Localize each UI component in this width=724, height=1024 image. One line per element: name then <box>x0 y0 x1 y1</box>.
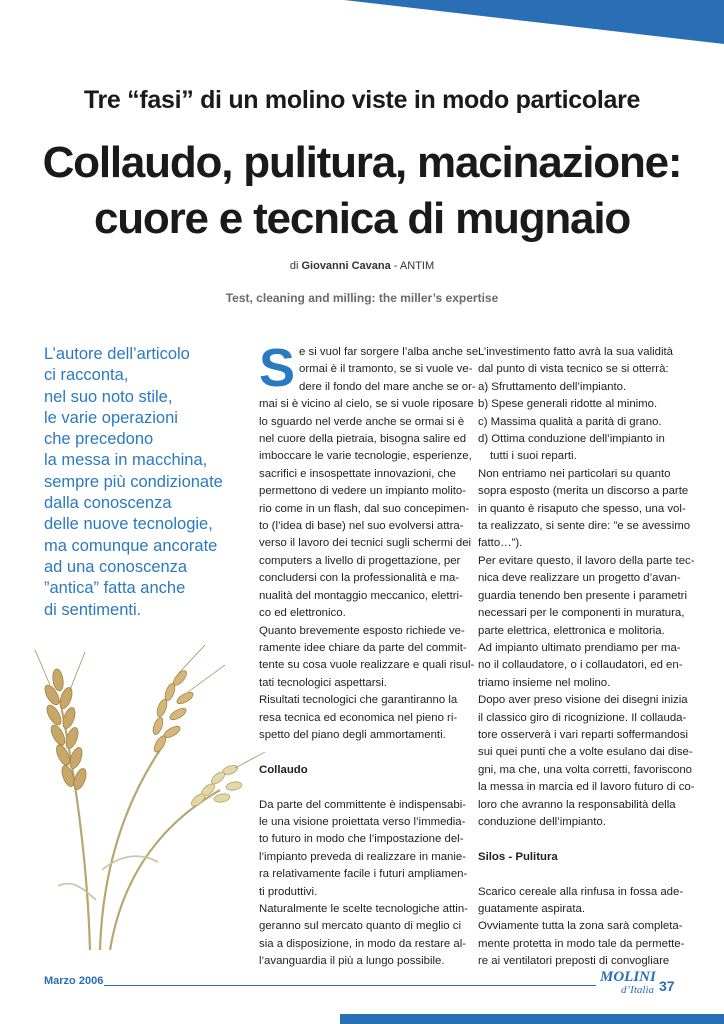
text-line: il classico giro di ricognizione. Il collauda- <box>478 711 687 724</box>
text-line: rio come in un flash, dal suo concepimen- <box>259 502 470 515</box>
text-line: parte elettrica, elettronica e molitoria. <box>478 624 665 637</box>
text-line: Per evitare questo, il lavoro della parte tec- <box>478 554 695 567</box>
text-line: tente su cosa vuole realizzare e quali risul- <box>259 659 475 672</box>
text-line: d) Ottima conduzione dell’impianto in <box>478 433 665 446</box>
pull-quote-line: ci racconta, <box>44 366 129 385</box>
text-line: conduzione dell’impianto. <box>478 815 606 828</box>
column-right <box>478 344 695 971</box>
text-line: fatto…”). <box>478 537 523 550</box>
text-line: Ovviamente tutta la zona sarà completa- <box>478 920 683 933</box>
body-paragraphs-3 <box>478 344 679 448</box>
pull-quote-line: dalla conoscenza <box>44 494 172 513</box>
pull-quote <box>44 344 244 621</box>
text-line: a) Sfruttamento dell’impianto. <box>478 380 627 393</box>
text-line: mente protetta in modo tale da permette- <box>478 937 685 950</box>
text-line: b) Spese generali ridotte al minimo. <box>478 398 658 411</box>
logo-sub-text: d’Italia <box>621 984 654 996</box>
pull-quote-line: ad una conoscenza <box>44 557 188 576</box>
article-kicker: Tre “fasi” di un molino viste in modo particolare <box>83 86 641 114</box>
author-affiliation: - ANTIM <box>390 260 435 272</box>
text-line: necessari per le componenti in muratura, <box>478 607 685 620</box>
author-name: Giovanni Cavana <box>301 260 391 272</box>
text-line: Non entriamo nei particolari su quanto <box>478 467 671 480</box>
pull-quote-line: ”antica” fatta anche <box>44 579 186 598</box>
text-line: c) Massima qualità a parità di grano. <box>478 415 662 428</box>
text-line: Da parte del committente è indispensabi- <box>259 798 467 811</box>
text-line: Risultati tecnologici che garantiranno la <box>259 694 458 707</box>
text-line: la messa in marcia ed il lavoro futuro di co- <box>478 781 695 794</box>
text-line: e si vuol far sorgere l’alba anche se <box>299 346 479 358</box>
list-continuation: tutti i suoi reparti. <box>490 450 577 463</box>
text-line: l’impianto preveda di realizzare in manie- <box>259 850 467 863</box>
text-line: loro che avranno la responsabilità della <box>478 798 676 811</box>
text-line: re ai ventilatori preposti di convogliare <box>478 955 670 968</box>
wheat-illustration <box>30 640 270 950</box>
text-line: geranno sul mercato quanto di meglio ci <box>259 920 461 933</box>
text-line: in quanto è risaputo che spesso, una vol- <box>478 502 686 515</box>
text-line: imboccare le varie tecnologie, esperienze, <box>259 450 472 463</box>
text-line: sacrifici e insospettate innovazioni, che <box>259 467 456 480</box>
text-line: dal punto di vista tecnico se si otterrà: <box>478 363 669 376</box>
pull-quote-line: L’autore dell’articolo <box>44 345 190 363</box>
body-paragraphs-1 <box>259 396 475 744</box>
text-line: nel cuore della pietraia, bisogna salire ed <box>259 433 467 446</box>
pull-quote-line: sempre più condizionate <box>44 472 223 491</box>
text-line: to futuro in modo che l’impostazione del- <box>259 833 464 846</box>
column-middle <box>259 338 479 971</box>
text-line: permettono di vedere un impianto molito- <box>259 485 467 498</box>
text-line: Naturalmente le scelte tecnologiche attin- <box>259 902 468 915</box>
body-paragraphs-5 <box>478 884 685 971</box>
text-line: nica deve realizzare un progetto d’avan- <box>478 572 681 585</box>
text-line: Ad impianto ultimato prendiamo per ma- <box>478 641 681 654</box>
text-line: sia a disposizione, in modo da restare al- <box>259 937 467 950</box>
drop-cap: S <box>259 338 296 398</box>
pull-quote-line: le varie operazioni <box>44 408 178 427</box>
magazine-logo <box>600 970 654 996</box>
text-line: guardia tenendo ben presente i parametri <box>478 589 687 602</box>
text-line: tore osserverà i vari reparti soffermandosi <box>478 728 688 741</box>
text-line: resa tecnica ed economica nel pieno ri- <box>259 711 458 724</box>
pull-quote-line: nel suo noto stile, <box>44 387 173 406</box>
text-line: Quanto brevemente esposto richiede ve- <box>259 624 465 637</box>
heading-silos-pulitura: Silos - Pulitura <box>478 850 558 863</box>
text-line: l’avanguardia il più a lungo possibile. <box>259 955 445 968</box>
text-line: co ed elettronico. <box>259 607 346 620</box>
text-line: L’investimento fatto avrà la sua validità <box>478 346 674 358</box>
text-line: lo sguardo nel verde anche se ormai si è <box>259 415 465 428</box>
issue-date: Marzo 2006 <box>44 975 104 987</box>
text-line: mai si è vicino al cielo, se si vuole riposare <box>259 398 474 411</box>
byline-prefix: di <box>289 260 302 272</box>
text-line: gni, ma che, una volta corretti, favoriscono <box>478 763 692 776</box>
pull-quote-line: di sentimenti. <box>44 600 142 619</box>
text-line: Scarico cereale alla rinfusa in fossa ade- <box>478 885 684 898</box>
text-line: verso il lavoro dei tecnici sugli schermi dei <box>259 537 472 550</box>
english-subtitle: Test, cleaning and milling: the miller’s expertise <box>225 291 499 305</box>
article-title <box>0 135 724 247</box>
text-line: dere il fondo del mare anche se or- <box>299 380 476 393</box>
text-line: sopra esposto (merita un discorso a parte <box>478 485 689 498</box>
pull-quote-line: che precedono <box>44 430 154 449</box>
text-line: ti produttivi. <box>259 885 318 898</box>
page-number: 37 <box>659 978 675 994</box>
pull-quote-line: delle nuove tecnologie, <box>44 515 213 534</box>
text-line: ta realizzato, si sente dire: ”e se avessimo <box>478 520 691 533</box>
text-line: triamo insieme nel molino. <box>478 676 611 689</box>
title-line-2: cuore e tecnica di mugnaio <box>93 194 631 243</box>
text-line: nualità del montaggio meccanico, elettri- <box>259 589 463 602</box>
title-line-1: Collaudo, pulitura, macinazione: <box>42 138 682 187</box>
heading-collaudo: Collaudo <box>259 763 308 776</box>
pull-quote-line: la messa in macchina, <box>44 451 208 470</box>
text-line: guatamente aspirata. <box>478 902 586 915</box>
text-line: tati tecnologici aspettarsi. <box>259 676 387 689</box>
text-line: computers a livello di progettazione, per <box>259 554 461 567</box>
body-paragraphs-2 <box>259 797 468 971</box>
footer-rule <box>104 985 596 986</box>
text-line: sui quei punti che a volte esulano dai dise- <box>478 746 693 759</box>
byline <box>0 260 724 272</box>
pull-quote-line: ma comunque ancorate <box>44 536 218 555</box>
corner-decoration-bottom <box>340 1014 724 1024</box>
corner-decoration-top <box>344 0 724 44</box>
text-line: ormai è il tramonto, se si vuole ve- <box>299 363 473 376</box>
text-line: le una visione proiettata verso l’immedia- <box>259 815 466 828</box>
text-line: concludersi con la professionalità e ma- <box>259 572 460 585</box>
text-line: ra relativamente facile i futuri ampliamen- <box>259 868 468 881</box>
text-line: ramente idee chiare da parte del commit- <box>259 641 467 654</box>
text-line: Dopo aver preso visione dei disegni inizia <box>478 694 688 707</box>
text-line: no il collaudatore, o i collaudatori, ed en- <box>478 659 683 672</box>
logo-main-text: MOLINI <box>600 969 656 985</box>
text-line: spetto del piano degli ammortamenti. <box>259 728 446 741</box>
text-line: to (l’idea di base) nel suo evolversi attra- <box>259 520 464 533</box>
body-paragraphs-4 <box>478 466 695 832</box>
